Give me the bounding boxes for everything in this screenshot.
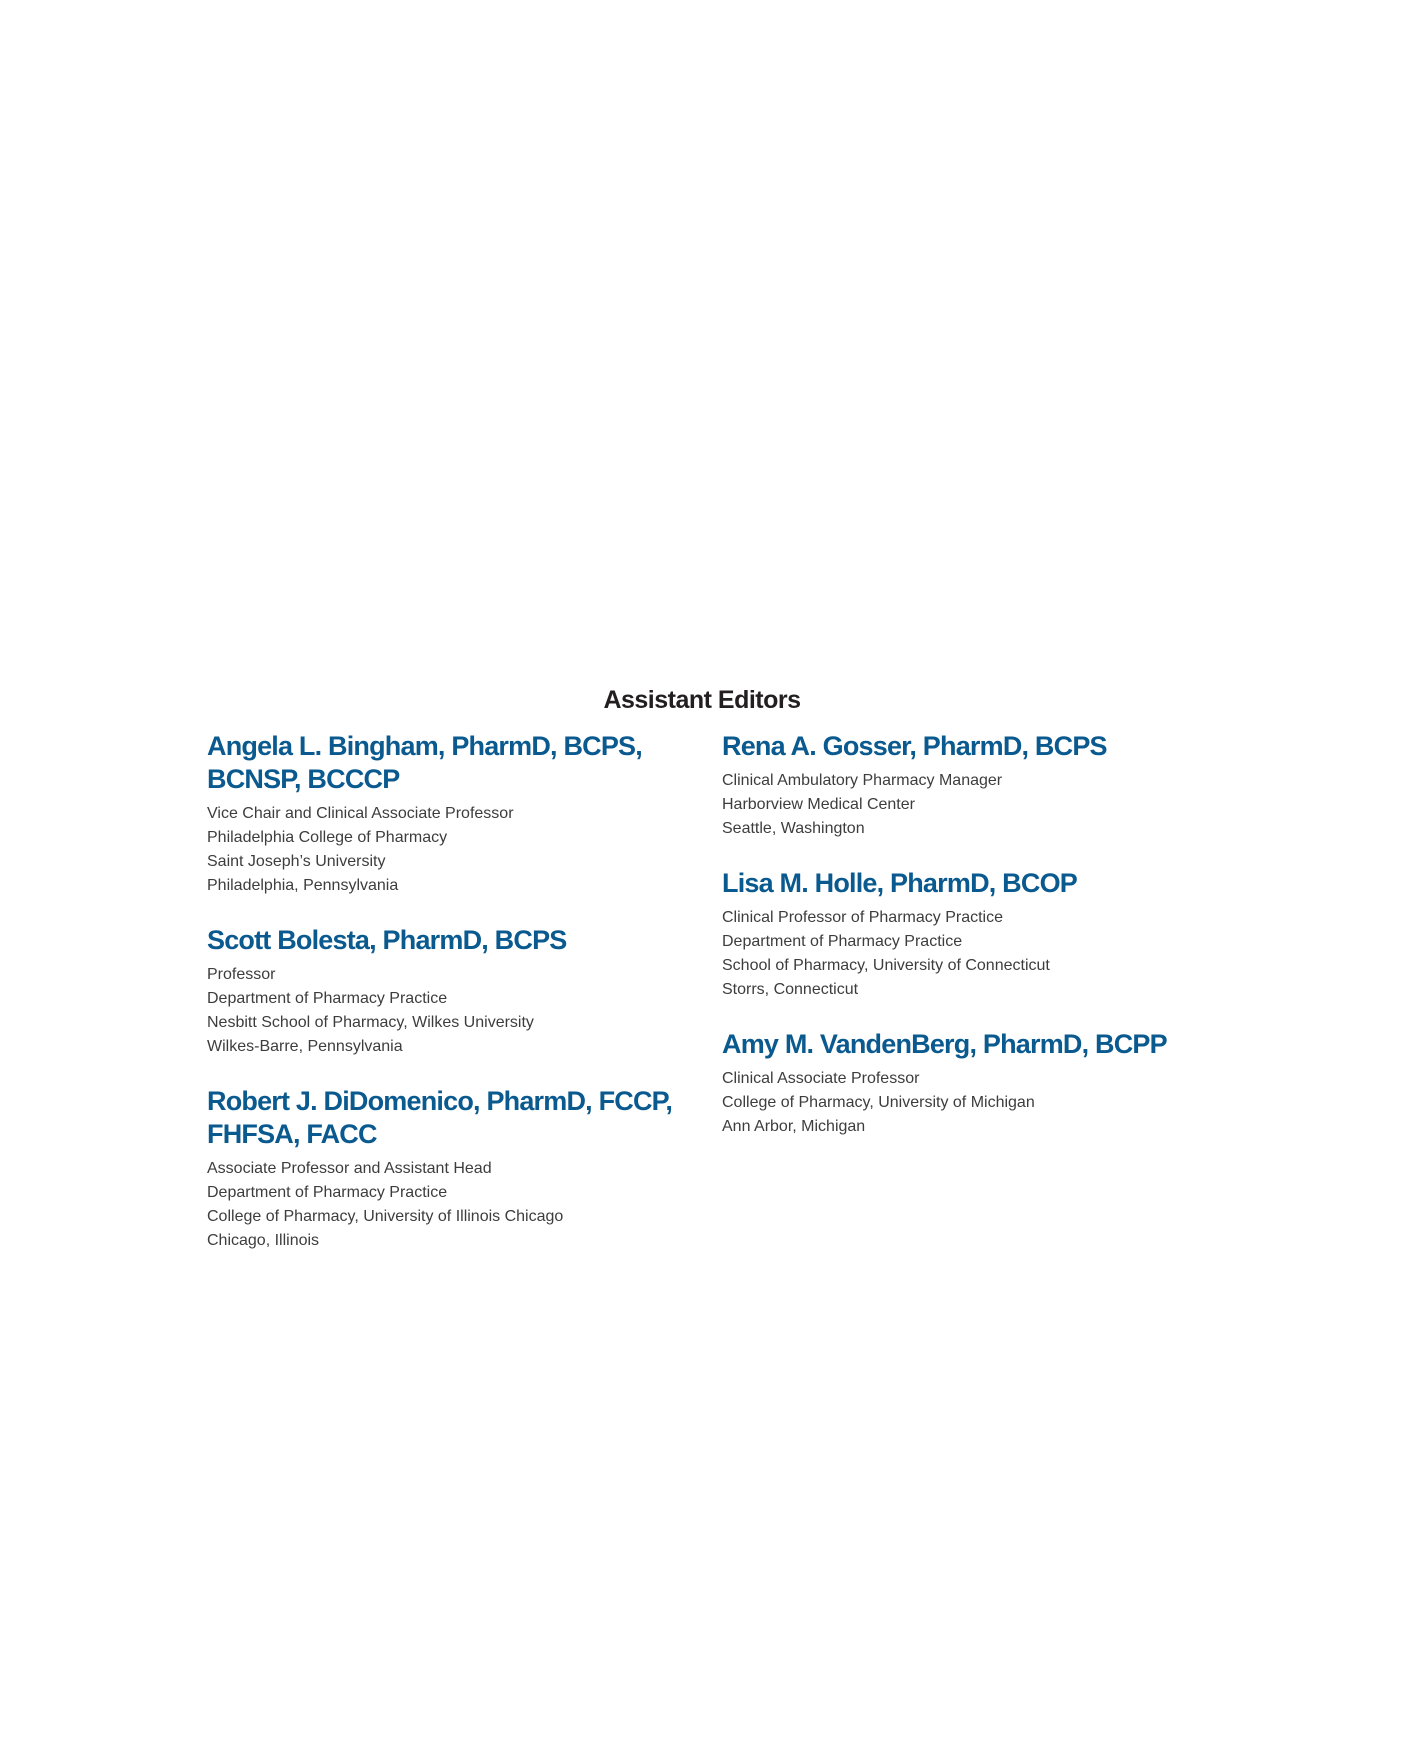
- editor-institution: Philadelphia College of Pharmacy: [207, 829, 448, 846]
- editor-entry: [722, 867, 1242, 1002]
- editors-right-column: [722, 730, 1242, 1165]
- editor-name: Rena A. Gosser, PharmD, BCPS: [722, 731, 1107, 761]
- editor-location: Ann Arbor, Michigan: [722, 1118, 866, 1135]
- editor-institution: School of Pharmacy, University of Connecticut: [722, 957, 1050, 974]
- editor-name: Scott Bolesta, PharmD, BCPS: [207, 925, 567, 955]
- editor-title: Associate Professor and Assistant Head: [207, 1160, 492, 1177]
- editor-entry: [207, 730, 687, 898]
- editor-department: Department of Pharmacy Practice: [207, 1184, 448, 1201]
- editor-affiliation: [722, 769, 1242, 841]
- editor-location: Seattle, Washington: [722, 820, 865, 837]
- editor-department: Department of Pharmacy Practice: [722, 933, 963, 950]
- editor-title: Professor: [207, 966, 276, 983]
- editor-location: Wilkes-Barre, Pennsylvania: [207, 1038, 403, 1055]
- editor-name: Robert J. DiDomenico, PharmD, FCCP, FHFSA, FACC: [207, 1086, 673, 1149]
- editor-institution: College of Pharmacy, University of Illinois Chicago: [207, 1208, 564, 1225]
- editor-location: Philadelphia, Pennsylvania: [207, 877, 399, 894]
- editor-institution: Harborview Medical Center: [722, 796, 915, 813]
- editor-entry: [722, 1028, 1242, 1139]
- section-title: Assistant Editors: [603, 686, 801, 714]
- editor-affiliation: [722, 1067, 1242, 1139]
- editor-entry: [207, 1085, 687, 1253]
- editor-affiliation: [207, 963, 687, 1059]
- editor-affiliation: [207, 802, 687, 898]
- editor-department: Department of Pharmacy Practice: [207, 990, 448, 1007]
- editor-name: Amy M. VandenBerg, PharmD, BCPP: [722, 1029, 1167, 1059]
- editor-location: Storrs, Connecticut: [722, 981, 859, 998]
- editor-title: Clinical Professor of Pharmacy Practice: [722, 909, 1003, 926]
- editors-left-column: [207, 730, 687, 1279]
- editor-title: Vice Chair and Clinical Associate Professor: [207, 805, 514, 822]
- editor-institution: College of Pharmacy, University of Michigan: [722, 1094, 1035, 1111]
- editor-institution: Saint Joseph’s University: [207, 853, 386, 870]
- editor-title: Clinical Associate Professor: [722, 1070, 920, 1087]
- editor-name: Lisa M. Holle, PharmD, BCOP: [722, 868, 1077, 898]
- editor-affiliation: [207, 1157, 687, 1253]
- editor-entry: [722, 730, 1242, 841]
- editor-title: Clinical Ambulatory Pharmacy Manager: [722, 772, 1003, 789]
- editor-location: Chicago, Illinois: [207, 1232, 320, 1249]
- editor-entry: [207, 924, 687, 1059]
- editor-name: Angela L. Bingham, PharmD, BCPS, BCNSP, BCCCP: [207, 731, 642, 794]
- editor-affiliation: [722, 906, 1242, 1002]
- editor-institution: Nesbitt School of Pharmacy, Wilkes University: [207, 1014, 534, 1031]
